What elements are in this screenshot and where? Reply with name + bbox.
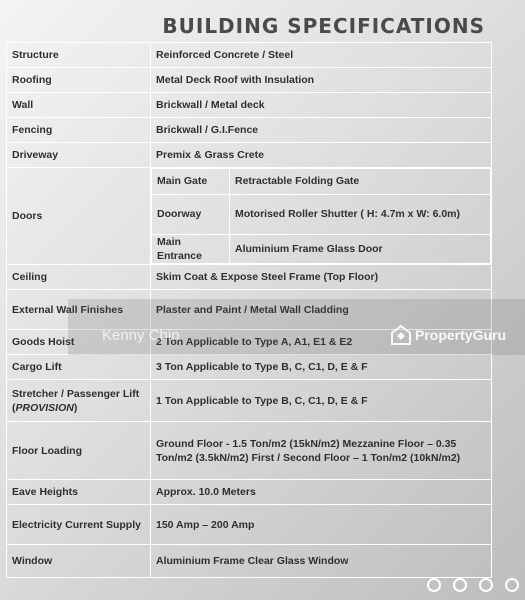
table-row	[7, 68, 492, 93]
row-label: Fencing	[7, 118, 151, 143]
row-value: 2 Ton Applicable to Type A, A1, E1 & E2	[151, 330, 492, 355]
row-value: Reinforced Concrete / Steel	[151, 43, 492, 68]
row-label-stretcher	[7, 380, 151, 422]
carousel-dot[interactable]	[479, 578, 493, 592]
door-row	[152, 195, 491, 235]
carousel-dots	[427, 578, 519, 592]
door-type: Main Gate	[152, 169, 230, 195]
row-label: Window	[7, 545, 151, 578]
carousel-dot[interactable]	[505, 578, 519, 592]
table-row	[7, 480, 492, 505]
carousel-dot[interactable]	[453, 578, 467, 592]
row-label: Goods Hoist	[7, 330, 151, 355]
row-value: Skim Coat & Expose Steel Frame (Top Floor)	[151, 265, 492, 290]
row-label: External Wall Finishes	[7, 290, 151, 330]
row-label: Driveway	[7, 143, 151, 168]
label-emphasis: PROVISION	[15, 401, 74, 414]
row-value: 150 Amp – 200 Amp	[151, 505, 492, 545]
page-title: BUILDING SPECIFICATIONS	[162, 14, 485, 38]
row-label: Wall	[7, 93, 151, 118]
door-value: Retractable Folding Gate	[230, 169, 491, 195]
watermark-agent-name: Kenny Chin	[102, 327, 180, 344]
table-row	[7, 265, 492, 290]
table-row	[7, 380, 492, 422]
row-value: 3 Ton Applicable to Type B, C, C1, D, E & F	[151, 355, 492, 380]
table-row	[7, 93, 492, 118]
row-label: Ceiling	[7, 265, 151, 290]
table-row	[7, 422, 492, 480]
row-label: Cargo Lift	[7, 355, 151, 380]
table-row	[7, 545, 492, 578]
row-label: Electricity Current Supply	[7, 505, 151, 545]
row-value: Approx. 10.0 Meters	[151, 480, 492, 505]
row-label: Roofing	[7, 68, 151, 93]
row-value: Plaster and Paint / Metal Wall Cladding	[151, 290, 492, 330]
row-label: Floor Loading	[7, 422, 151, 480]
doors-cell	[151, 168, 492, 265]
row-value: 1 Ton Applicable to Type B, C, C1, D, E & F	[151, 380, 492, 422]
door-value: Aluminium Frame Glass Door	[230, 235, 491, 264]
row-value: Premix & Grass Crete	[151, 143, 492, 168]
table-row	[7, 143, 492, 168]
doors-subtable	[151, 168, 491, 264]
table-row-doors	[7, 168, 492, 265]
door-type: Doorway	[152, 195, 230, 235]
table-row	[7, 505, 492, 545]
row-value: Metal Deck Roof with Insulation	[151, 68, 492, 93]
row-label: Doors	[7, 168, 151, 265]
door-type: Main Entrance	[152, 235, 230, 264]
watermark-brand: PropertyGuru	[415, 327, 507, 343]
row-value: Brickwall / G.I.Fence	[151, 118, 492, 143]
row-value: Brickwall / Metal deck	[151, 93, 492, 118]
door-row	[152, 169, 491, 195]
row-value: Ground Floor - 1.5 Ton/m2 (15kN/m2) Mezzanine Floor – 0.35 Ton/m2 (3.5kN/m2) First / Second Floor – 1 Ton/m2 (10kN/m2)	[151, 422, 492, 480]
carousel-dot[interactable]	[427, 578, 441, 592]
table-row	[7, 355, 492, 380]
door-value: Motorised Roller Shutter ( H: 4.7m x W: 6.0m)	[230, 195, 491, 235]
label-text: Stretcher / Passenger Lift (	[12, 387, 140, 414]
table-row	[7, 118, 492, 143]
label-text-end: )	[73, 401, 78, 414]
row-label: Eave Heights	[7, 480, 151, 505]
door-row	[152, 235, 491, 264]
watermark-logo	[390, 324, 506, 346]
table-row	[7, 43, 492, 68]
row-value: Aluminium Frame Clear Glass Window	[151, 545, 492, 578]
propertyguru-logo-icon	[390, 324, 412, 346]
row-label: Structure	[7, 43, 151, 68]
